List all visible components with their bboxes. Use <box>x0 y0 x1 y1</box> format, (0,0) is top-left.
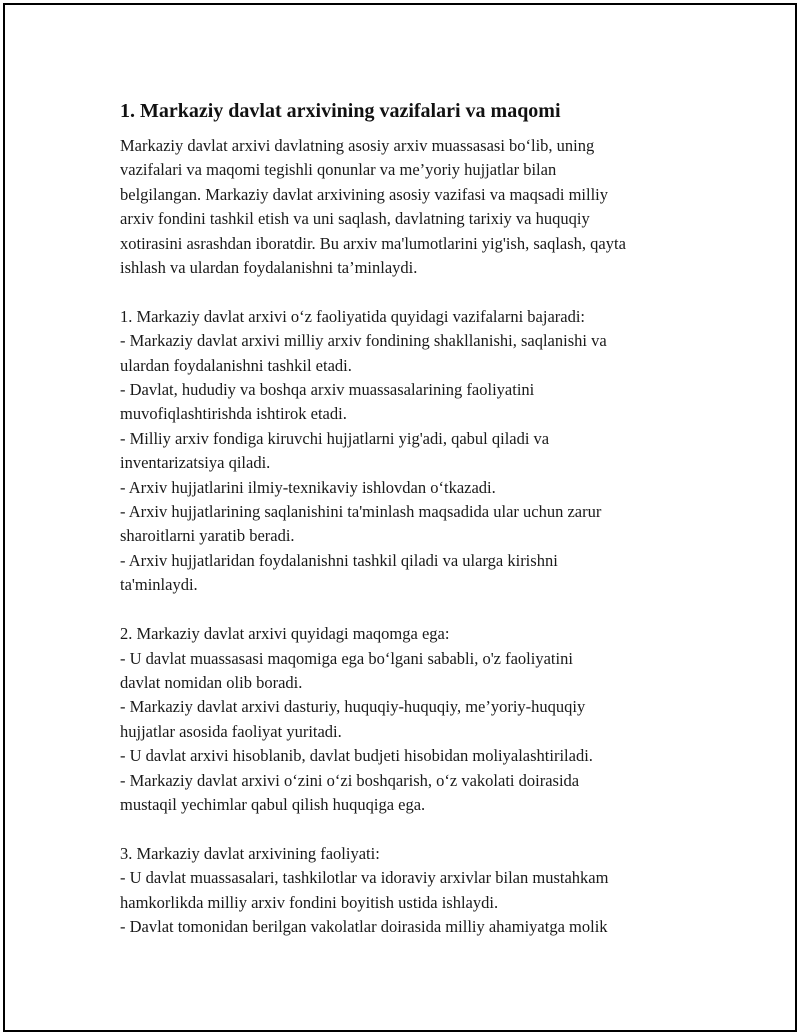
section-3-activity: 3. Markaziy davlat arxivining faoliyati: - U davlat muassasalari, tashkilotlar va idoraviy arxivlar bilan mustahkam hamkorlikda milliy arxiv fondini boyitish ustida ishlaydi. - Davlat tomonidan berilgan vakolatlar doirasida milliy ahamiyatga molik <box>120 843 609 936</box>
page-frame <box>3 3 797 1032</box>
document-body <box>120 98 690 939</box>
paragraph-gap <box>120 598 690 622</box>
intro-paragraph: Markaziy davlat arxivi davlatning asosiy arxiv muassasasi bo‘lib, uning vazifalari va maqomi tegishli qonunlar va me’yoriy hujjatlar bilan belgilangan. Markaziy davlat arxivining asosiy vazifasi va maqsadi milliy arxiv fondini tashkil etish va uni saqlash, davlatning tarixiy va huquqiy xotirasini asrashdan iboratdir. Bu arxiv ma'lumotlarini yig'ish, saqlash, qayta ishlash va ulardan foydalanishni ta’minlaydi. <box>120 136 626 278</box>
document-title: 1. Markaziy davlat arxivining vazifalari va maqomi <box>120 100 561 122</box>
section-1-tasks: 1. Markaziy davlat arxivi o‘z faoliyatida quyidagi vazifalarni bajaradi: - Markaziy davlat arxivi milliy arxiv fondining shakllanishi, saqlanishi va ulardan foydalanishni tashkil etadi. - Davlat, hududiy va boshqa arxiv muassasalarining faoliyatini muvofiqlashtirishda ishtirok etadi. - Milliy arxiv fondiga kiruvchi hujjatlarni yig'adi, qabul qiladi va inventarizatsiya qiladi. - Arxiv hujjatlarini ilmiy-texnikaviy ishlovdan o‘tkazadi. - Arxiv hujjatlarining saqlanishini ta'minlash maqsadida ular uchun zarur sharoitlarni yaratib beradi. - Arxiv hujjatlaridan foydalanishni tashkil qiladi va ularga kirishni ta'minlaydi. <box>120 306 607 595</box>
paragraph-gap <box>120 280 690 304</box>
paragraph-gap <box>120 817 690 841</box>
section-2-status: 2. Markaziy davlat arxivi quyidagi maqomga ega: - U davlat muassasasi maqomiga ega bo‘lgani sababli, o'z faoliyatini davlat nomidan olib boradi. - Markaziy davlat arxivi dasturiy, huquqiy-huquqiy, me’yoriy-huquqiy hujjatlar asosida faoliyat yuritadi. - U davlat arxivi hisoblanib, davlat budjeti hisobidan moliyalashtiriladi. - Markaziy davlat arxivi o‘zini o‘zi boshqarish, o‘z vakolati doirasida mustaqil yechimlar qabul qilish huquqiga ega. <box>120 624 593 814</box>
